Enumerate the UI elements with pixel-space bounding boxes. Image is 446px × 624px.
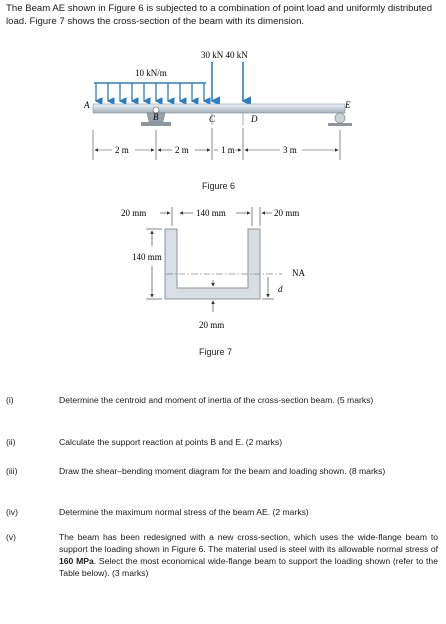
figure-7-cross-section	[121, 207, 305, 357]
svg-text:140 mm: 140 mm	[196, 208, 226, 218]
na-label: NA	[292, 268, 305, 278]
figure-6-beam-diagram	[83, 50, 352, 191]
question-number: (i)	[6, 395, 14, 405]
svg-text:20 mm: 20 mm	[121, 208, 147, 218]
intro-paragraph: The Beam AE shown in Figure 6 is subjected to a combination of point load and uniformly distributed load. Figure 7 shows the cross-section of the beam with its dimension.	[6, 3, 433, 27]
support-e-roller	[328, 113, 352, 126]
beam-ae	[93, 104, 345, 113]
question-text: Calculate the support reaction at points B and E. (2 marks)	[59, 437, 283, 447]
height-label: 140 mm	[132, 252, 162, 262]
figure-6-caption: Figure 6	[202, 181, 236, 191]
point-load-arrows	[212, 62, 243, 101]
udl-arrows	[96, 83, 204, 101]
udl-label: 10 kN/m	[135, 68, 167, 78]
svg-text:20 mm: 20 mm	[274, 208, 300, 218]
figure-7-caption: Figure 7	[199, 347, 233, 357]
svg-text:C: C	[209, 114, 216, 124]
question-text: Draw the shear–bending moment diagram for the beam and loading shown. (8 marks)	[59, 466, 386, 476]
question-number: (iii)	[6, 466, 18, 476]
svg-text:2 m: 2 m	[115, 145, 129, 155]
svg-text:A: A	[84, 100, 90, 110]
svg-text:D: D	[251, 114, 258, 124]
d-label: d	[278, 284, 283, 294]
svg-text:1 m: 1 m	[221, 145, 235, 155]
svg-text:B: B	[153, 112, 159, 122]
question-text: The beam has been redesigned with a new cross-section, which uses the wide-flange beam to support the loading shown in Figure 6. The material used is steel with its allowable normal stress of 160 MPa. Select the most economical wide-flange beam to support the loading shown (refer to the Table below). (3 marks)	[59, 532, 438, 578]
allowable-stress-value: 160 MPa	[59, 556, 94, 566]
question-text: Determine the maximum normal stress of the beam AE. (2 marks)	[59, 507, 309, 517]
point-loads-label: 30 kN 40 kN	[201, 50, 248, 60]
d-dimension	[262, 277, 274, 299]
question-number: (v)	[6, 532, 17, 542]
question-number: (ii)	[6, 437, 16, 447]
svg-text:E: E	[345, 100, 351, 110]
cross-section-top-dimensions	[121, 208, 299, 218]
question-number: (iv)	[6, 507, 18, 517]
height-dimension	[146, 229, 162, 299]
base-label: 20 mm	[199, 320, 225, 330]
span-dimension-line	[93, 128, 340, 160]
question-text: Determine the centroid and moment of inertia of the cross-section beam. (5 marks)	[59, 395, 374, 405]
u-channel-section	[165, 229, 260, 299]
svg-text:2 m: 2 m	[175, 145, 189, 155]
svg-text:3 m: 3 m	[283, 145, 297, 155]
